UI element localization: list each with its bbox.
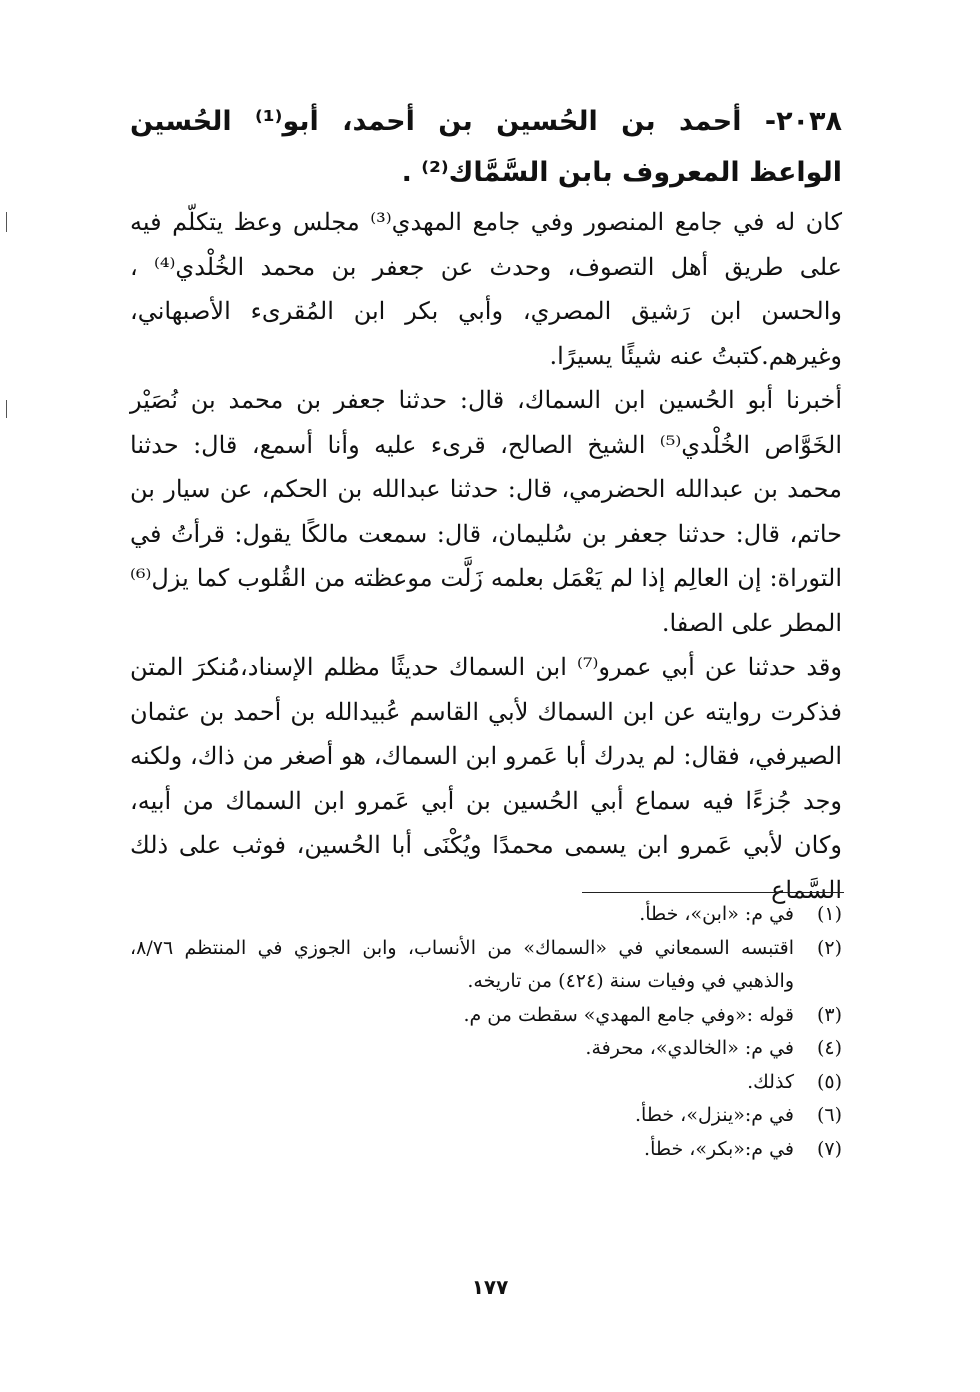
footnote-number: (٣): [816, 1003, 842, 1026]
footnote: [130, 898, 842, 932]
footnote: [130, 1099, 842, 1133]
footnote-text: كذلك.: [747, 1070, 794, 1093]
footnote: [130, 1133, 842, 1167]
footnote-number: (٤): [816, 1037, 842, 1059]
margin-mark: [6, 400, 7, 418]
footnote-text: قوله :«وفي جامع المهدي» سقطت من م.: [463, 1003, 794, 1026]
margin-mark: [6, 212, 7, 232]
footnote: [130, 932, 842, 999]
footnote-text: في م:«ينزل»، خطأ.: [634, 1104, 794, 1126]
footnote: [130, 1066, 842, 1100]
footnote: [130, 1032, 842, 1066]
footnote-text: في م:«بكر»، خطأ.: [644, 1137, 794, 1160]
footnote-text: في م: «الخالدي»، محرفة.: [585, 1037, 794, 1059]
footnote-divider: [582, 892, 844, 893]
page-number: ١٧٧: [471, 1275, 509, 1299]
footnote-number: (٧): [816, 1137, 842, 1160]
footnote-number: (٢): [816, 936, 842, 959]
paragraph-1: كان له في جامع المنصور وفي جامع المهدي⁽³⁾ مجلس وعظ يتكلّم فيه على طريق أهل التصوف، وحدث عن جعفر بن محمد الخُلْدي⁽⁴⁾ ، والحسن ابن رَشيق المصري، وأبي بكر ابن المُقرىء الأصبهاني، وغيرهم.كتبتُ عنه شيئًا يسيرًا.: [130, 208, 843, 370]
footnote: [130, 999, 842, 1033]
footnote-text: اقتبسه السمعاني في «السماك» من الأنساب، وابن الجوزي في المنتظم ٨/٧٦، والذهبي في وفيات سنة (٤٢٤) من تاريخه.: [130, 936, 794, 992]
paragraph-3: وقد حدثنا عن أبي عمرو⁽⁷⁾ ابن السماك حديثًا مظلم الإسناد،مُنكرَ المتن فذكرت روايته عن ابن السماك لأبي القاسم عُبيدالله بن أحمد بن عثمان الصيرفي، فقال: لم يدرك أبا عَمرو ابن السماك، هو أصغر من ذاك، ولكنه وجد جُزءًا فيه سماع أبي الحُسين بن أبي عَمرو ابن السماك من أبيه، وكان لأبي عَمرو ابن يسمى محمدًا ويُكْنَى أبا الحُسين، فوثب على ذلك السَّماع: [130, 653, 842, 904]
footnote-text: في م: «ابن»، خطأ.: [639, 903, 794, 925]
footnote-number: (٥): [816, 1070, 842, 1093]
entry-heading: ٢٠٣٨- أحمد بن الحُسين بن أحمد، أبو⁽¹⁾ الحُسين الواعظ المعروف بابن السَّمَّاك⁽²⁾ .: [130, 106, 842, 188]
paragraph-2: أخبرنا أبو الحُسين ابن السماك، قال: حدثنا جعفر بن محمد بن نُصَيْر الخَوَّاص الخُلْدي⁽⁵⁾ الشيخ الصالح، قرىء عليه وأنا أسمع، قال: حدثنا محمد بن عبدالله الحضرمي، قال: حدثنا عبدالله بن الحكم، عن سيار بن حاتم، قال: حدثنا جعفر بن سُليمان، قال: سمعت مالكًا يقول: قرأتُ في التوراة: إن العالِم إذا لم يَعْمَل بعلمه زَلَّت موعظته من القُلوب كما يزل⁽⁶⁾ المطر على الصفا.: [130, 386, 842, 637]
footnote-number: (١): [816, 903, 842, 925]
footnote-number: (٦): [816, 1104, 842, 1126]
footnotes: [130, 898, 842, 1166]
